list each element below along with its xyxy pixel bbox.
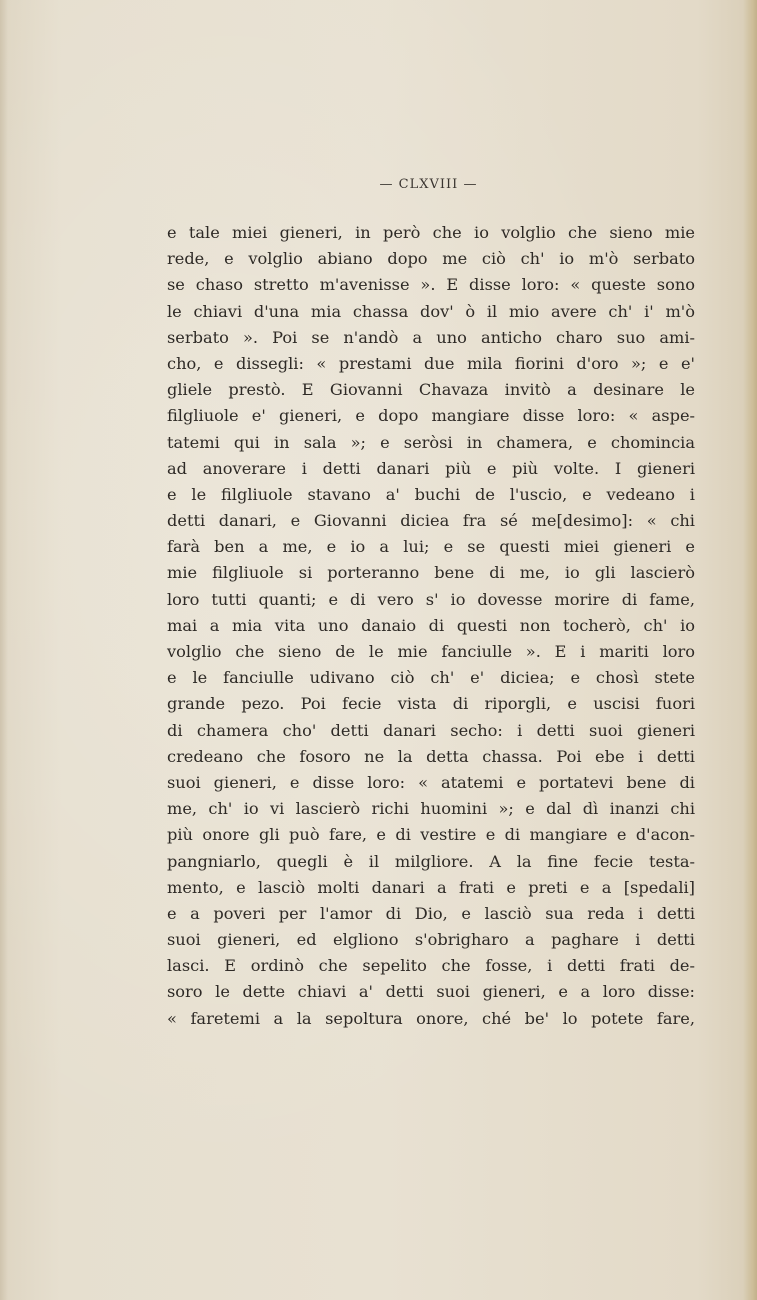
- text-line: se chaso stretto m'avenisse ». E disse loro: « queste sono: [167, 275, 695, 295]
- text-line: credeano che fosoro ne la detta chassa. Poi ebe i detti: [167, 746, 695, 766]
- text-line: cho, e dissegli: « prestami due mila fiorini d'oro »; e e': [167, 353, 695, 373]
- text-line: le chiavi d'una mia chassa dov' ò il mio avere ch' i' m'ò: [167, 301, 695, 321]
- page-left-edge: [0, 0, 8, 1300]
- text-line: di chamera cho' detti danari secho: i detti suoi gieneri: [167, 720, 695, 740]
- text-line: grande pezo. Poi fecie vista di riporgli, e uscisi fuori: [167, 694, 695, 714]
- text-line: loro tutti quanti; e di vero s' io dovesse morire di fame,: [167, 589, 695, 609]
- text-line: suoi gieneri, ed elgliono s'obrigharo a paghare i detti: [167, 930, 695, 950]
- text-line: lasci. E ordinò che sepelito che fosse, i detti frati de-: [167, 956, 695, 976]
- text-line: mie filgliuole si porteranno bene di me, io gli lascierò: [167, 563, 695, 583]
- page-right-edge: [743, 0, 757, 1300]
- text-line: rede, e volglio abiano dopo me ciò ch' io m'ò serbato: [167, 249, 695, 269]
- body-text: [167, 220, 695, 1032]
- text-line: detti danari, e Giovanni diciea fra sé me[desimo]: « chi: [167, 511, 695, 531]
- running-head: — CLXVIII —: [379, 177, 478, 192]
- text-line: e le filgliuole stavano a' buchi de l'uscio, e vedeano i: [167, 484, 695, 504]
- text-line: mai a mia vita uno danaio di questi non tocherò, ch' io: [167, 615, 695, 635]
- text-line: ad anoverare i detti danari più e più volte. I gieneri: [167, 458, 695, 478]
- text-line: filgliuole e' gieneri, e dopo mangiare disse loro: « aspe-: [167, 406, 695, 426]
- text-line: suoi gieneri, e disse loro: « atatemi e portatevi bene di: [167, 772, 695, 792]
- text-line: più onore gli può fare, e di vestire e di mangiare e d'acon-: [167, 825, 695, 845]
- text-line: farà ben a me, e io a lui; e se questi miei gieneri e: [167, 537, 695, 557]
- text-line: e le fanciulle udivano ciò ch' e' diciea; e chosì stete: [167, 668, 695, 688]
- text-line: soro le dette chiavi a' detti suoi gieneri, e a loro disse:: [167, 982, 695, 1002]
- text-line: me, ch' io vi lascierò richi huomini »; e dal dì inanzi chi: [167, 799, 695, 819]
- text-line: mento, e lasciò molti danari a frati e preti e a [spedali]: [167, 877, 695, 897]
- text-line: e a poveri per l'amor di Dio, e lasciò sua reda i detti: [167, 903, 695, 923]
- text-line: e tale miei gieneri, in però che io volglio che sieno mie: [167, 223, 695, 242]
- text-line: serbato ». Poi se n'andò a uno anticho charo suo ami-: [167, 327, 695, 347]
- text-line: gliele prestò. E Giovanni Chavaza invitò a desinare le: [167, 380, 695, 400]
- text-line: tatemi qui in sala »; e seròsi in chamera, e chomincia: [167, 432, 695, 452]
- text-line: volglio che sieno de le mie fanciulle ». E i mariti loro: [167, 642, 695, 661]
- text-line: pangniarlo, quegli è il milgliore. A la fine fecie testa-: [167, 851, 695, 871]
- text-line: « faretemi a la sepoltura onore, ché be' lo potete fare,: [167, 1008, 695, 1028]
